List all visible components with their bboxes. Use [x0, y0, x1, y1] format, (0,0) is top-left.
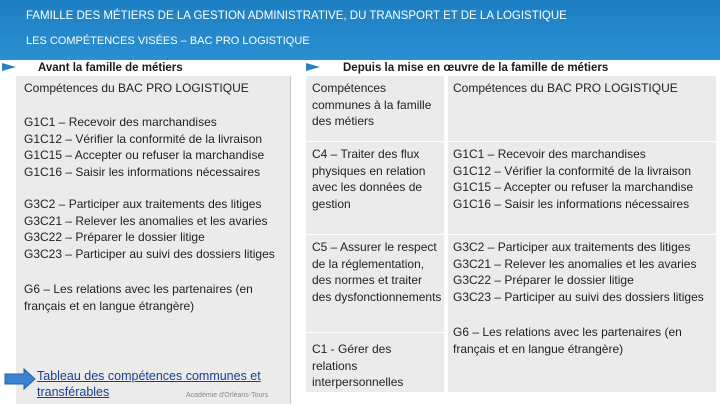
- header-banner: [0, 0, 720, 60]
- bullet-arrow-icon: [2, 63, 16, 71]
- right-group-3: G6 – Les relations avec les partenaires (en français et en langue étrangère): [453, 325, 682, 356]
- competence-c4: C4 – Traiter des flux physiques en relation avec les données de gestion: [312, 147, 426, 211]
- list-item: G1C1 – Recevoir des marchandises: [24, 115, 217, 129]
- right-column-title: Compétences du BAC PRO LOGISTIQUE: [453, 81, 678, 95]
- page-subtitle: LES COMPÉTENCES VISÉES – BAC PRO LOGISTIQUE: [26, 35, 310, 47]
- list-item: G3C21 – Relever les anomalies et les avaries: [453, 256, 697, 271]
- competence-c1: C1 - Gérer des relations interpersonnelles: [312, 342, 404, 390]
- list-item: G1C1 – Recevoir des marchandises: [453, 147, 646, 161]
- list-item: G1C12 – Vérifier la conformité de la livraison: [24, 131, 263, 146]
- right-arrow-icon: [4, 368, 36, 390]
- left-group-2: [24, 196, 275, 262]
- competence-c5: C5 – Assurer le respect de la réglementation, des normes et traiter des dysfonctionnements: [312, 240, 442, 304]
- list-item: G3C2 – Participer aux traitements des litiges: [453, 240, 691, 254]
- list-item: G3C22 – Préparer le dossier litige: [24, 230, 205, 245]
- page-title: FAMILLE DES MÉTIERS DE LA GESTION ADMINISTRATIVE, DU TRANSPORT ET DE LA LOGISTIQUE: [26, 10, 567, 22]
- right-section-heading: Depuis la mise en œuvre de la famille de métiers: [343, 62, 609, 74]
- right-group-2: [453, 239, 704, 305]
- list-item: G1C12 – Vérifier la conformité de la livraison: [453, 163, 692, 178]
- list-item: G3C2 – Participer aux traitements des litiges: [24, 197, 262, 211]
- left-group-3: G6 – Les relations avec les partenaires (en français et en langue étrangère): [24, 282, 253, 313]
- left-section-heading: Avant la famille de métiers: [38, 62, 183, 74]
- list-item: G1C16 – Saisir les informations nécessaires: [453, 196, 690, 211]
- list-item: G3C22 – Préparer le dossier litige: [453, 273, 634, 288]
- bullet-arrow-icon: [306, 63, 320, 71]
- row-separator: [306, 141, 716, 142]
- row-separator: [306, 234, 716, 235]
- list-item: G3C21 – Relever les anomalies et les avaries: [24, 213, 268, 228]
- list-item: G1C15 – Accepter ou refuser la marchandise: [24, 148, 265, 163]
- right-group-1: [453, 146, 693, 212]
- competences-table-link[interactable]: Tableau des compétences communes et transférables: [37, 369, 261, 399]
- middle-column-title: Compétences communes à la famille des métiers: [312, 81, 432, 129]
- list-item: G1C16 – Saisir les informations nécessaires: [24, 164, 261, 179]
- row-separator: [306, 332, 444, 333]
- footer-credit: Académie d'Orléans-Tours: [186, 392, 269, 399]
- list-item: G1C15 – Accepter ou refuser la marchandise: [453, 180, 694, 195]
- left-panel-title: Compétences du BAC PRO LOGISTIQUE: [24, 81, 249, 95]
- list-item: G3C23 – Participer au suivi des dossiers litiges: [24, 246, 275, 261]
- left-competences-panel: [16, 76, 290, 404]
- list-item: G3C23 – Participer au suivi des dossiers litiges: [453, 289, 704, 304]
- left-group-1: [24, 114, 264, 180]
